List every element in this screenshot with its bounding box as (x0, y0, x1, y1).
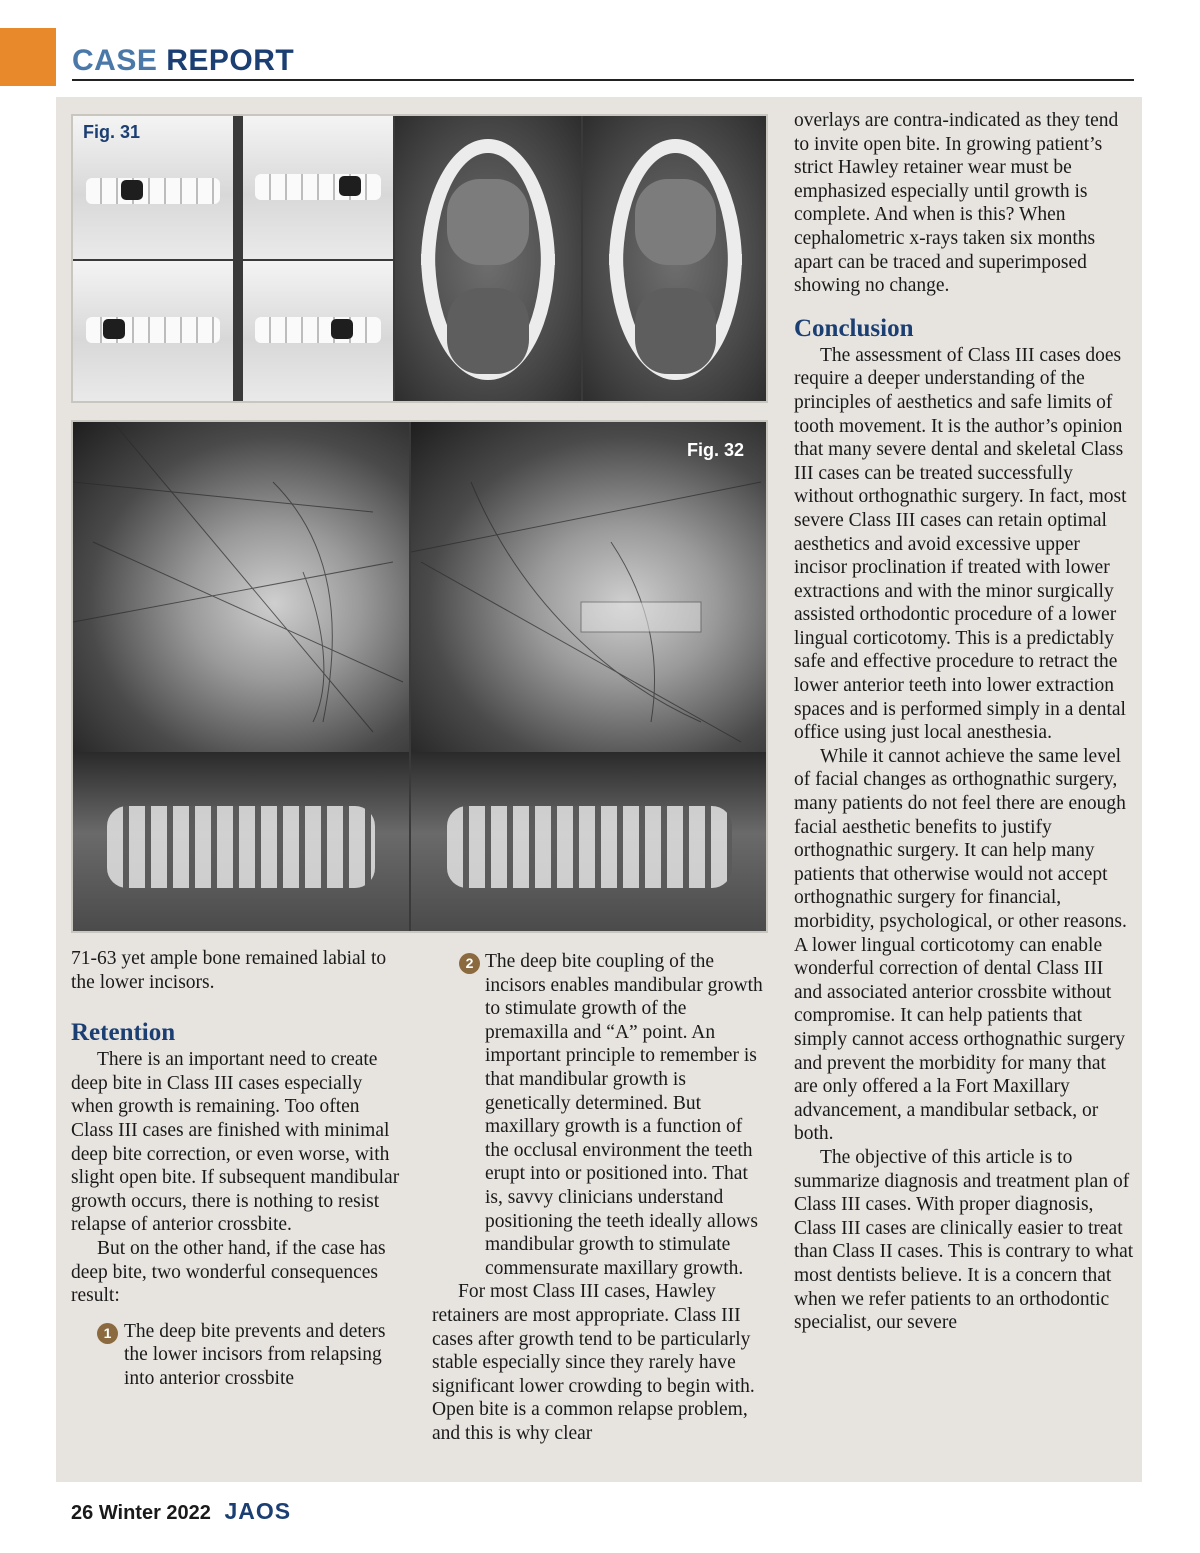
header-word-case: CASE (72, 44, 158, 77)
figure-32-label: Fig. 32 (686, 440, 744, 460)
figure-31-label: Fig. 31 (83, 122, 141, 142)
middle-column (432, 950, 766, 1445)
occlusal-photo (583, 116, 768, 403)
left-column (71, 947, 403, 1391)
number-badge: 2 (459, 953, 480, 974)
paragraph: For most Class III cases, Hawley retainers are most appropriate. Class III cases after growth tend to be particularly stable especially since they rarely have significant lower crowding to begin with. Open bite is a common relapse problem, and this is why clear (432, 1281, 755, 1444)
number-badge: 1 (97, 1323, 118, 1344)
ceph-xray-left (73, 422, 409, 752)
figure-31 (71, 114, 768, 403)
paragraph: 71-63 yet ample bone remained labial to the lower incisors. (71, 948, 387, 993)
figure-32 (71, 420, 768, 933)
retention-heading: Retention (71, 1019, 176, 1047)
numbered-item-text: The deep bite coupling of the incisors enables mandibular growth to stimulate growth of the premaxilla and “A” point. An important principle to remember is that mandibular growth is genetically determined. But maxillary growth is a function of the occlusal environment the teeth erupt into or positioned into. That is, savvy clinicians understand positioning the teeth ideally allows mandibular growth to stimulate commensurate maxillary growth. (485, 951, 763, 1279)
paragraph: But on the other hand, if the case has deep bite, two wonderful consequences result: (71, 1237, 386, 1307)
section-header (72, 44, 294, 78)
numbered-item-2 (432, 950, 766, 1280)
ceph-xray-right (411, 422, 768, 752)
paragraph: While it cannot achieve the same level of facial changes as orthognathic surgery, many patients do not feel there are enough facial aesthetic benefits to justify orthognathic surgery. It can help many patients that otherwise would not accept orthognathic surgery for financial, morbidity, psychological, or other reasons. A lower lingual corticotomy can enable wonderful correction of dental Class III and associated anterior crossbite without compromise. It can help patients that simply cannot access orthognathic surgery and prevent the morbidity for many that are only offered a la Fort Maxillary advancement, a mandibular setback, or both. (794, 745, 1127, 1145)
page-number: 26 (71, 1502, 94, 1524)
model-photo (243, 261, 393, 403)
paragraph: The assessment of Class III cases does require a deeper understanding of the principles of aesthetics and safe limits of tooth movement. It is the author’s opinion that many severe dental and skeletal Class III cases can be treated successfully without orthognathic surgery. In fact, most severe Class III cases can retain optimal aesthetics and avoid excessive upper incisor proclination if treated with lower extractions and with the minor surgically assisted orthodontic procedure of a lower lingual corticotomy. This is a predictably safe and effective procedure to retract the lower anterior teeth into lower extraction spaces and is performed simply in a dental office using just local anesthesia. (794, 344, 1127, 744)
header-word-report: REPORT (166, 44, 295, 77)
model-photo (73, 261, 233, 403)
orange-tab (0, 28, 56, 86)
panoramic-xray-left (73, 752, 409, 933)
paragraph: The objective of this article is to summarize diagnosis and treatment plan of Class III cases. With proper diagnosis, Class III cases are clinically easier to treat than Class II cases. This is contrary to what most dentists believe. It is a concern that when we refer patients to an orthodontic specialist, our severe (794, 1146, 1134, 1334)
model-photo (243, 116, 393, 259)
paragraph: overlays are contra-indicated as they tend to invite open bite. In growing patient’s strict Hawley retainer wear must be emphasized especially until growth is complete. And when is this? When cephalometric x-rays taken six months apart can be traced and superimposed showing no change. (794, 110, 1119, 297)
conclusion-heading: Conclusion (794, 314, 914, 342)
header-rule (72, 79, 1134, 81)
occlusal-photo (395, 116, 581, 403)
issue-label: Winter 2022 (98, 1502, 211, 1524)
paragraph: There is an important need to create deep bite in Class III cases especially when growth is remaining. Too often Class III cases are finished with minimal deep bite correction, or even worse, with slight open bite. If subsequent mandibular growth occurs, there is nothing to resist relapse of anterior crossbite. (71, 1049, 400, 1236)
numbered-item-text: The deep bite prevents and deters the lower incisors from relapsing into anterior crossbite (124, 1320, 386, 1389)
right-column (794, 109, 1134, 1335)
numbered-item-1 (71, 1320, 403, 1391)
page-footer (71, 1498, 291, 1525)
panoramic-xray-right (411, 752, 768, 933)
journal-brand: JAOS (224, 1498, 292, 1524)
